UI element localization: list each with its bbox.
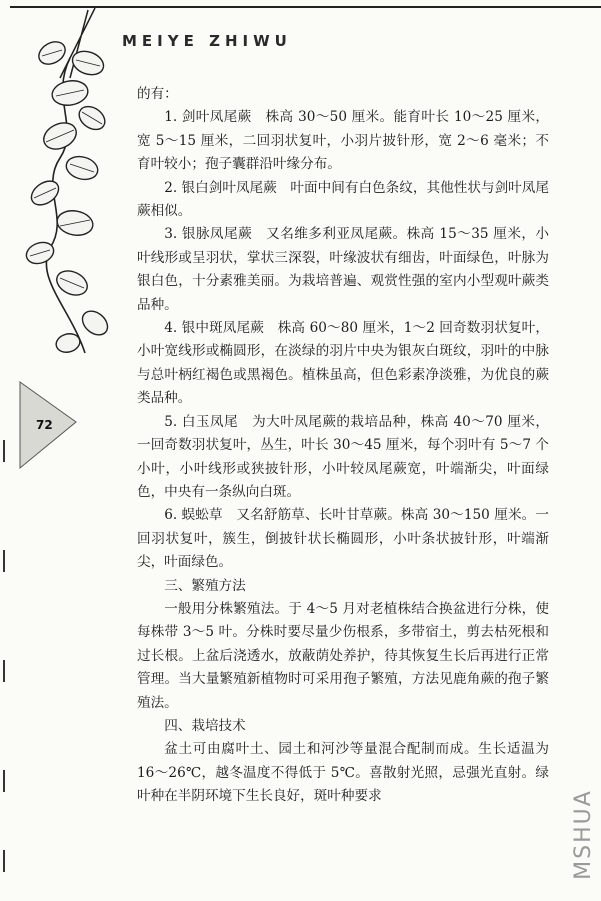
paragraph: 4. 银中斑凤尾蕨 株高 60～80 厘米，1～2 回奇数羽状复叶，小叶宽线形或椭圆形，在淡绿的羽片中央为银灰白斑纹，羽叶的中脉与总叶柄红褐色或黑褐色。植株虽高，但色彩素净淡雅，为优良的蕨类品种。 — [137, 320, 549, 407]
margin-marks — [3, 440, 9, 880]
paragraph: 一般用分株繁殖法。于 4～5 月对老植株结合换盆进行分株，使每株带 3～5 叶。分株时要尽量少伤根系，多带宿土，剪去枯死根和过长根。上盆后浇透水，放蔽荫处养护，待其恢复生长后再进行正常管理。当大量繁殖新植物时可采用孢子繁殖，方法见鹿角蕨的孢子繁殖法。 — [137, 600, 549, 711]
paragraph: 2. 银白剑叶凤尾蕨 叶面中间有白色条纹，其他性状与剑叶凤尾蕨相似。 — [137, 179, 549, 220]
running-title: MEIYE ZHIWU — [122, 32, 292, 50]
vine-illustration — [0, 8, 130, 368]
paragraph: 3. 银脉凤尾蕨 又名维多利亚凤尾蕨。株高 15～35 厘米，小叶线形或呈羽状，掌状三深裂，叶缘波状有细齿，叶面绿色，叶脉为银白色，十分素雅美丽。为栽培普遍、观赏性强的室内小型观叶蕨类品种。 — [137, 226, 549, 313]
section-heading: 四、栽培技术 — [164, 717, 246, 734]
body-text — [137, 83, 549, 809]
paragraph: 的有： — [137, 86, 178, 102]
paragraph: 盆土可由腐叶土、园土和河沙等量混合配制而成。生长适温为 16～26℃，越冬温度不得低于 5℃。喜散射光照，忌强光直射。绿叶种在半阴环境下生长良好，斑叶种要求 — [137, 741, 549, 805]
paragraph: 1. 剑叶凤尾蕨 株高 30～50 厘米。能育叶长 10～25 厘米，宽 5～15 厘米，二回羽状复叶，小羽片披针形，宽 2～6 毫米；不育叶较小；孢子囊群沿叶缘分布。 — [137, 109, 549, 173]
paragraph: 6. 蜈蚣草 又名舒筋草、长叶甘草蕨。株高 30～150 厘米。一回羽状复叶，簇生，倒披针状长椭圆形，小叶条状披针形，叶端渐尖，叶面绿色。 — [137, 507, 549, 571]
watermark-text: MSHUA — [570, 788, 596, 880]
page-number: 72 — [36, 418, 53, 432]
section-heading: 三、繁殖方法 — [164, 577, 246, 594]
paragraph: 5. 白玉凤尾 为大叶凤尾蕨的栽培品种，株高 40～70 厘米，一回奇数羽状复叶，丛生，叶长 30～45 厘米，每个羽叶有 5～7 个小叶，小叶线形或狭披针形，小叶较凤尾蕨宽，叶端渐尖，叶面绿色，中央有一条纵向白斑。 — [137, 413, 549, 500]
watermark — [563, 778, 601, 890]
